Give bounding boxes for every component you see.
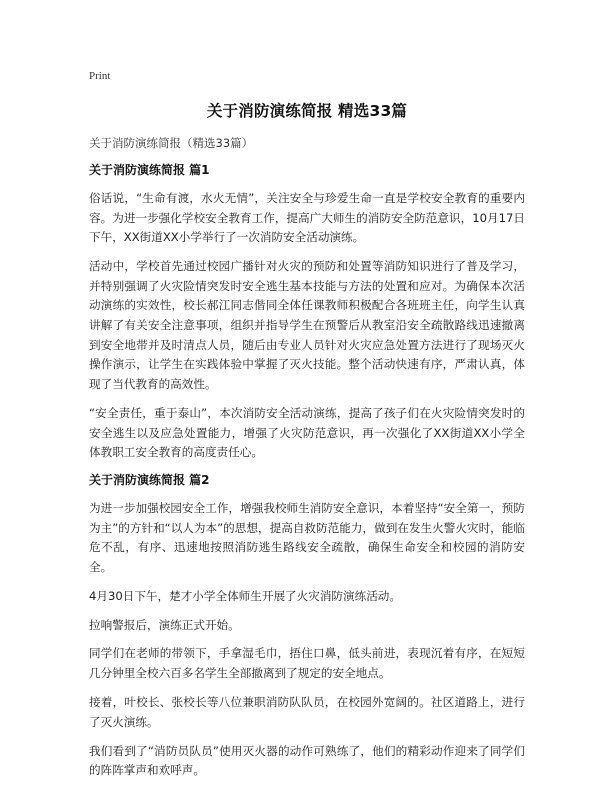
- section-2-paragraph: 拉响警报后，演练正式开始。: [89, 617, 240, 632]
- section-heading-2: 关于消防演练简报 篇2: [89, 473, 210, 488]
- print-link[interactable]: Print: [89, 70, 111, 82]
- section-1-paragraph: “安全责任，重于泰山”，本次消防安全活动演练，提高了孩子们在火灾险情突发时的安全逃生以及应急处置能力，增强了火灾防范意识，再一次强化了XX街道XX小学全体教职工安全教育的高度责任心。: [89, 405, 525, 460]
- section-2-paragraph: 同学们在老师的带领下，手拿湿毛巾，捂住口鼻，低头前进，表现沉着有序，在短短几分钟里全校六百多名学生全部撤离到了规定的安全地点。: [89, 646, 525, 680]
- section-1-paragraph: 俗话说，“生命有渡，水火无情”，关注安全与珍爱生命一直是学校安全教育的重要内容。为进一步强化学校安全教育工作，提高广大师生的消防安全防范意识，10月17日下午，XX街道XX小学举行了一次消防安全活动演练。: [89, 191, 525, 245]
- page-title: 关于消防演练简报 精选33篇: [206, 102, 408, 120]
- section-1-paragraph: 活动中，学校首先通过校园广播针对火灾的预防和处置等消防知识进行了普及学习，并特别强调了火灾险情突发时安全逃生基本技能与方法的处置和应对。为确保本次活动演练的实效性，校长郝江同志偕同全体任课教师积极配合各班班主任，向学生认真讲解了有关安全注意事项，组织并指导学生在预警后从教室沿安全疏散路线迅速撤离到安全地带并及时清点人员，随后由专业人员针对火灾应急处置方法进行了现场灭火操作演示，让学生在实践体验中掌握了灭火技能。整个活动快速有序，严肃认真，体现了当代教育的高效性。: [89, 259, 525, 391]
- section-2-paragraph: 4月30日下午，楚才小学全体师生开展了火灾消防演练活动。: [89, 589, 401, 604]
- section-heading-1: 关于消防演练简报 篇1: [89, 163, 210, 177]
- document-body: [89, 162, 525, 790]
- section-2-paragraph: 接着，叶校长、张校长等八位兼职消防队队员，在校园外宽阔的。社区道路上，进行了灭火演练。: [89, 694, 525, 729]
- section-2-paragraph: 为进一步加强校园安全工作，增强我校师生消防安全意识，本着坚持“安全第一，预防为主”的方针和“以人为本”的思想，提高自救防范能力，做到在发生火警火灾时，能临危不乱，有序、迅速地按照消防逃生路线安全疏散，确保生命安全和校园的消防安全。: [89, 501, 525, 574]
- document-subtitle: 关于消防演练简报（精选33篇）: [89, 136, 254, 150]
- section-2-paragraph: 我们看到了“消防员队员”使用灭火器的动作可熟练了，他们的精彩动作迎来了同学们的阵阵掌声和欢呼声。: [89, 743, 525, 778]
